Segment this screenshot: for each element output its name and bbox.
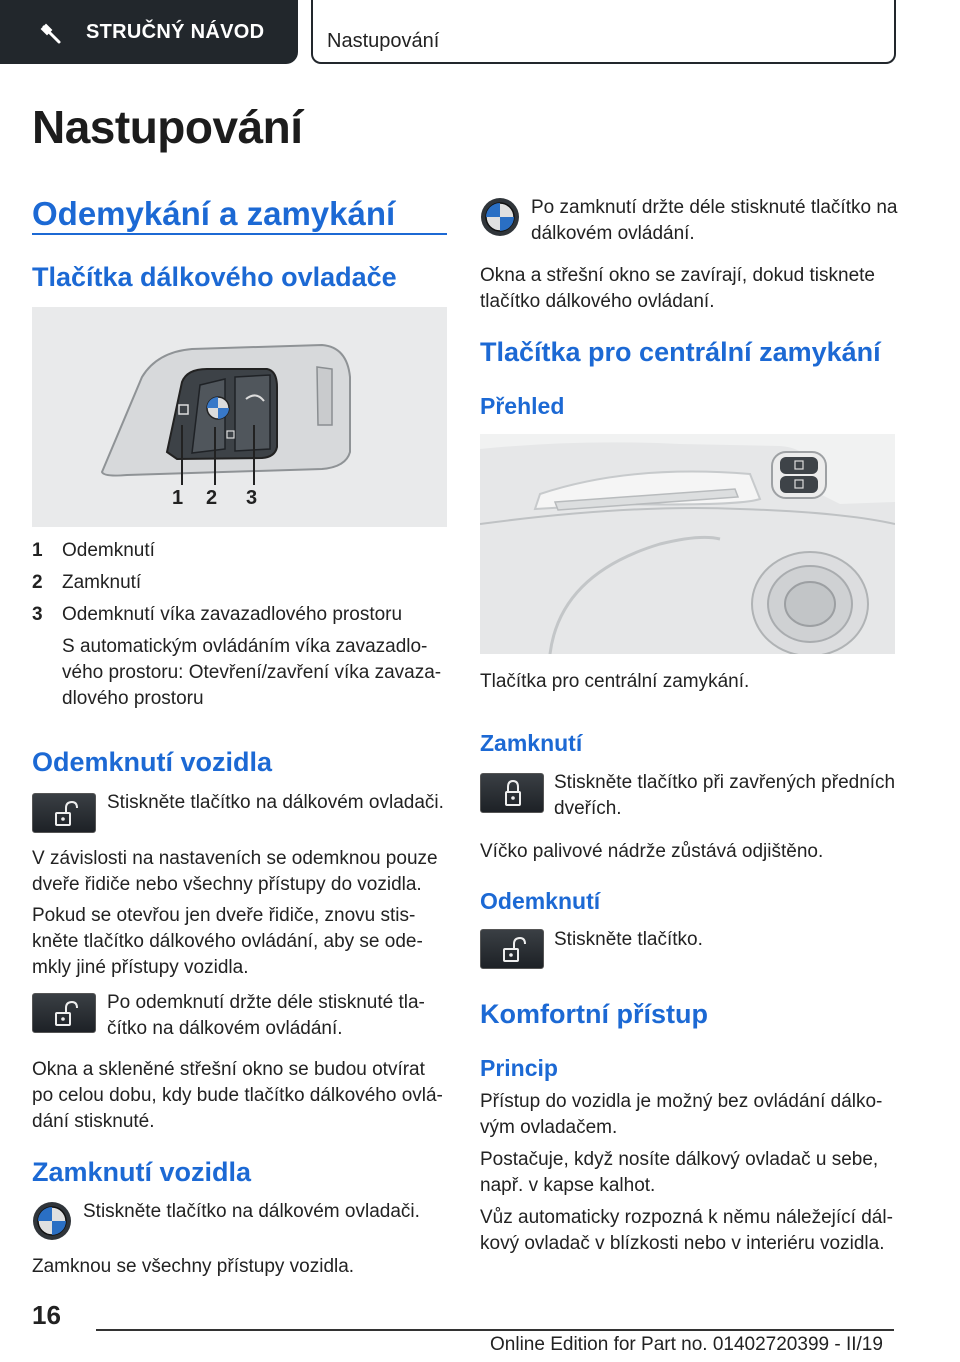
windows-close-line-2: tlačítko dálkového ovládaní. bbox=[480, 291, 715, 312]
central-lock-line-2: dveřích. bbox=[554, 798, 622, 819]
unlock-hold-line-2: čítko na dálkovém ovládání. bbox=[107, 1018, 343, 1039]
list-item-3-note-line-2: vého prostoru: Otevření/zavření víka zavaza- bbox=[62, 662, 442, 683]
footer-rule bbox=[96, 1329, 894, 1331]
subsection-title-principle: Princip bbox=[480, 1055, 558, 1081]
section-title-unlock-lock: Odemykání a zamykání bbox=[32, 195, 396, 232]
subsection-title-overview: Přehled bbox=[480, 393, 565, 419]
figure-callout-3: 3 bbox=[246, 487, 258, 509]
windows-close-line-1: Okna a střešní okno se zavírají, dokud tisknete bbox=[480, 265, 875, 286]
unlock-icon bbox=[33, 994, 97, 1034]
subsection-title-lock: Zamknutí bbox=[480, 730, 583, 756]
tool-icon bbox=[40, 23, 62, 45]
header-section-label: Nastupování bbox=[327, 30, 440, 52]
section-title-central-locking: Tlačítka pro centrální zamykání bbox=[480, 337, 881, 367]
section-title-lock-vehicle: Zamknutí vozidla bbox=[32, 1157, 252, 1187]
lock-instruction: Stiskněte tlačítko na dálkovém ovladači. bbox=[83, 1201, 420, 1222]
principle-paragraph-1-line-2: vým ovladačem. bbox=[480, 1117, 618, 1138]
header-tab-label: STRUČNÝ NÁVOD bbox=[86, 20, 265, 43]
lock-hold-line-2: dálkovém ovládání. bbox=[531, 223, 695, 244]
unlock-paragraph-1-line-1: V závislosti na nastaveních se odemknou pouze bbox=[32, 848, 438, 869]
remote-key-figure bbox=[32, 307, 447, 527]
lock-hold-line-1: Po zamknutí držte déle stisknuté tlačítko na bbox=[531, 197, 898, 218]
central-unlock-button-icon bbox=[480, 929, 544, 969]
principle-paragraph-1-line-1: Přístup do vozidla je možný bez ovládání dálko- bbox=[480, 1091, 883, 1112]
section-rule bbox=[32, 233, 447, 235]
list-item-3: Odemknutí víka zavazadlového prostoru bbox=[62, 604, 403, 625]
unlock-button-icon bbox=[32, 793, 96, 833]
unlock-paragraph-3-line-2: po celou dobu, kdy bude tlačítko dálkového ovlá- bbox=[32, 1085, 443, 1106]
door-panel-figure bbox=[480, 434, 895, 654]
bmw-logo-icon bbox=[480, 197, 520, 237]
list-item-3-note-line-3: dlového prostoru bbox=[62, 688, 204, 709]
lock-icon bbox=[481, 774, 545, 814]
unlock-paragraph-2-line-1: Pokud se otevřou jen dveře řidiče, znovu stis- bbox=[32, 905, 416, 926]
lock-button-icon bbox=[480, 773, 544, 813]
subsection-title-unlock: Odemknutí bbox=[480, 888, 601, 914]
figure-caption-central-locking: Tlačítka pro centrální zamykání. bbox=[480, 671, 750, 692]
unlock-paragraph-2-line-2: kněte tlačítko dálkového ovládání, aby se ode- bbox=[32, 931, 423, 952]
list-item-3-note-line-1: S automatickým ovládáním víka zavazadlo- bbox=[62, 636, 428, 657]
unlock-paragraph-1-line-2: dveře řidiče nebo všechny přístupy do vozidla. bbox=[32, 874, 422, 895]
list-item-1: Odemknutí bbox=[62, 540, 155, 561]
unlock-instruction: Stiskněte tlačítko na dálkovém ovladači. bbox=[107, 792, 444, 813]
principle-paragraph-3-line-2: kový ovladač v blízkosti nebo v interiéru vozidla. bbox=[480, 1233, 885, 1254]
list-number-3: 3 bbox=[32, 604, 43, 625]
fuel-flap-note: Víčko palivové nádrže zůstává odjištěno. bbox=[480, 841, 824, 862]
central-unlock-instruction: Stiskněte tlačítko. bbox=[554, 929, 703, 950]
principle-paragraph-2-line-2: např. v kapse kalhot. bbox=[480, 1175, 656, 1196]
figure-callout-1: 1 bbox=[172, 487, 184, 509]
page-title: Nastupování bbox=[32, 101, 303, 153]
figure-callout-2: 2 bbox=[206, 487, 218, 509]
section-title-unlock-vehicle: Odemknutí vozidla bbox=[32, 747, 273, 777]
principle-paragraph-2-line-1: Postačuje, když nosíte dálkový ovladač u sebe, bbox=[480, 1149, 879, 1170]
footer-edition: Online Edition for Part no. 01402720399 - II/19 bbox=[490, 1334, 883, 1355]
unlock-paragraph-2-line-3: mkly jiné přístupy vozidla. bbox=[32, 957, 249, 978]
unlock-icon bbox=[33, 794, 97, 834]
header-tab-section[interactable] bbox=[311, 0, 896, 64]
unlock-hold-button-icon bbox=[32, 993, 96, 1033]
unlock-icon bbox=[481, 930, 545, 970]
unlock-paragraph-3-line-1: Okna a skleněné střešní okno se budou otvírat bbox=[32, 1059, 425, 1080]
section-title-comfort-access: Komfortní přístup bbox=[480, 999, 708, 1029]
list-number-1: 1 bbox=[32, 540, 43, 561]
page-number: 16 bbox=[32, 1300, 61, 1330]
central-lock-line-1: Stiskněte tlačítko při zavřených předních bbox=[554, 772, 896, 793]
bmw-logo-icon bbox=[32, 1201, 72, 1241]
unlock-paragraph-3-line-3: dání stisknuté. bbox=[32, 1111, 155, 1132]
list-item-2: Zamknutí bbox=[62, 572, 142, 593]
header-tab-quick-guide[interactable] bbox=[0, 0, 298, 64]
principle-paragraph-3-line-1: Vůz automaticky rozpozná k němu náležející dál- bbox=[480, 1207, 893, 1228]
unlock-hold-line-1: Po odemknutí držte déle stisknuté tla- bbox=[107, 992, 425, 1013]
subsection-title-remote-buttons: Tlačítka dálkového ovladače bbox=[32, 262, 397, 292]
lock-paragraph-1: Zamknou se všechny přístupy vozidla. bbox=[32, 1256, 355, 1277]
list-number-2: 2 bbox=[32, 572, 43, 593]
